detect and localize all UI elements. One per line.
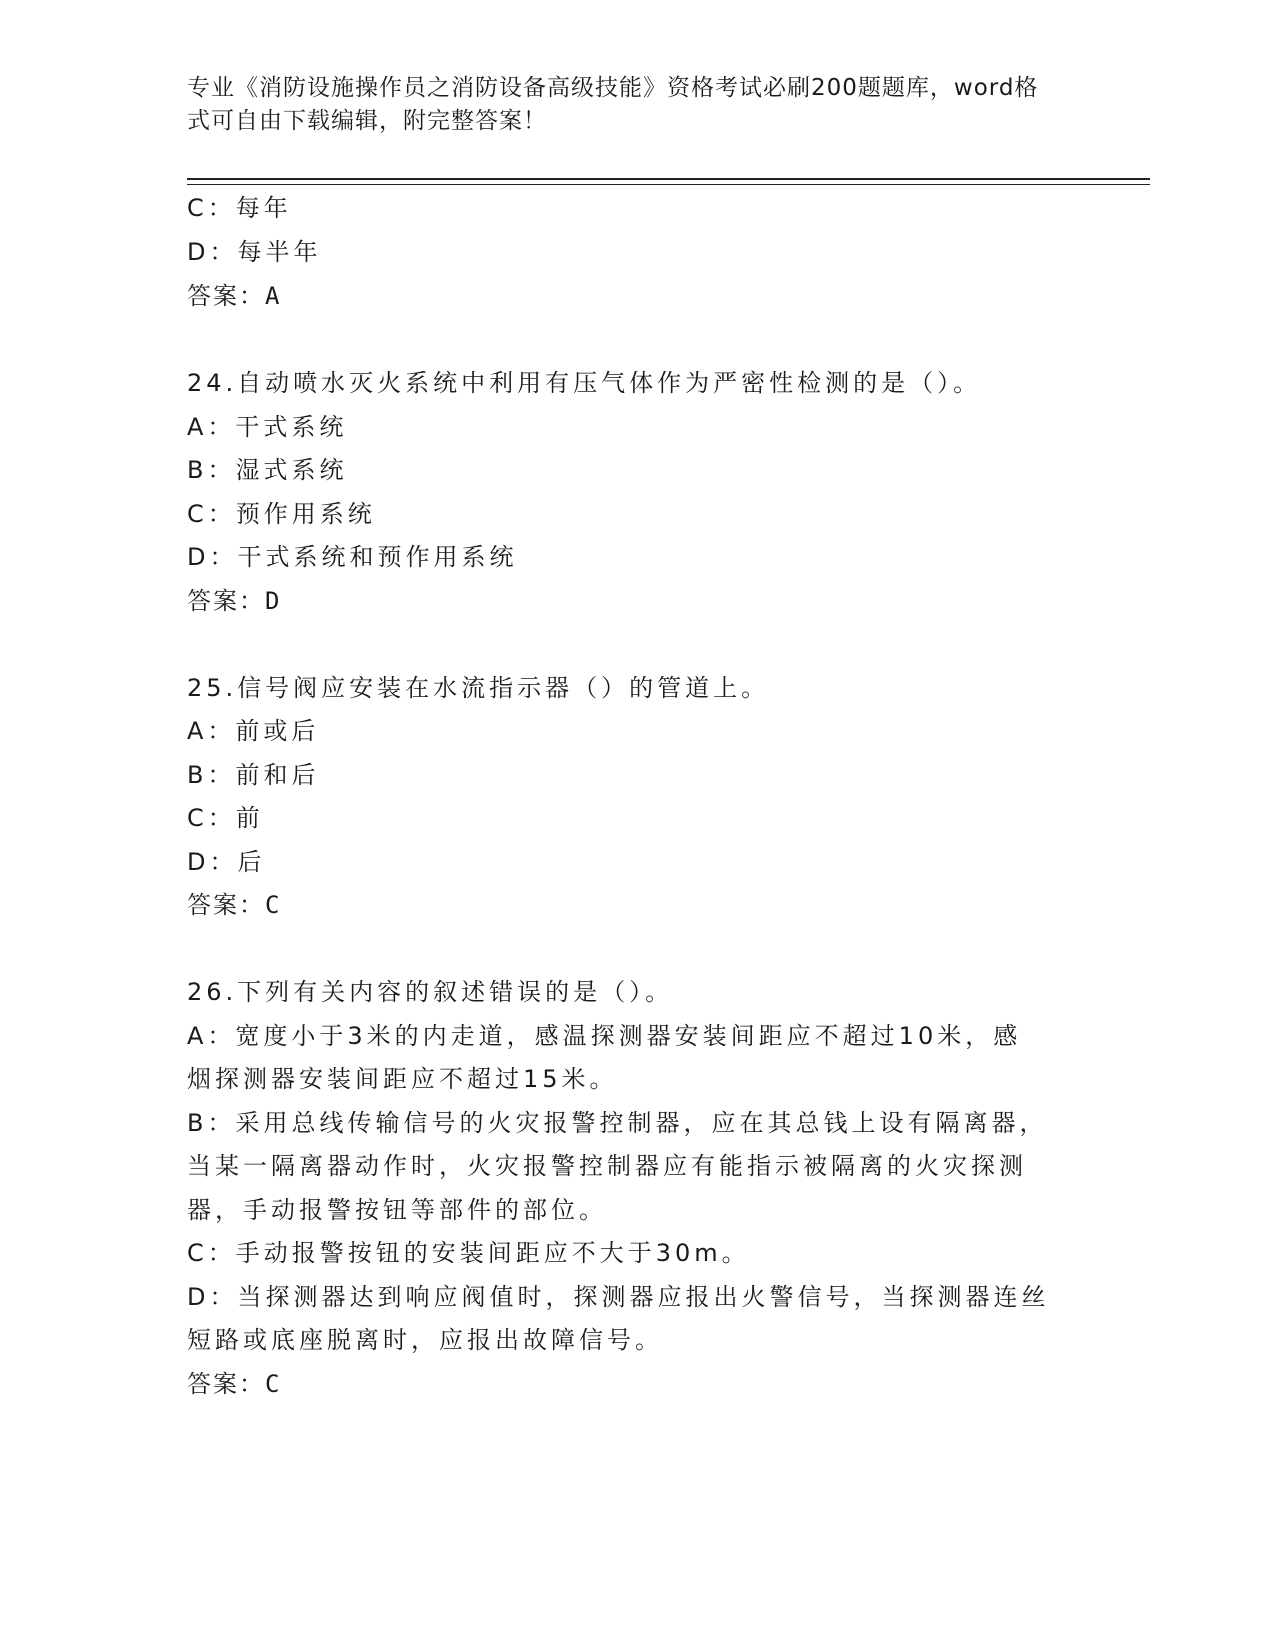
q26-answer [187, 1364, 279, 1399]
answer-value: C [265, 891, 280, 919]
header-line-1: 专业《消防设施操作员之消防设备高级技能》资格考试必刷200题题库，word格 [187, 75, 1039, 101]
q24-answer [187, 581, 279, 616]
answer-label: 答案： [187, 587, 265, 615]
q25-stem: 25.信号阀应安装在水流指示器（）的管道上。 [187, 674, 770, 702]
prev-option-d: D：每半年 [187, 238, 322, 266]
q25-option-b: B：前和后 [187, 761, 320, 789]
q25-option-c: C：前 [187, 804, 264, 832]
q26-option-a-line-1: A：宽度小于3米的内走道，感温探测器安装间距应不超过10米，感 [187, 1022, 1022, 1050]
q26-option-a-line-2: 烟探测器安装间距应不超过15米。 [187, 1065, 618, 1093]
q26-option-d-line-2: 短路或底座脱离时，应报出故障信号。 [187, 1326, 663, 1354]
q26-option-b-line-3: 器，手动报警按钮等部件的部位。 [187, 1196, 607, 1224]
q25-option-d: D：后 [187, 848, 266, 876]
prev-answer [187, 276, 279, 311]
answer-label: 答案： [187, 282, 265, 310]
q26-option-b-line-1: B：采用总线传输信号的火灾报警控制器，应在其总钱上设有隔离器， [187, 1109, 1048, 1137]
q25-answer [187, 885, 279, 920]
q26-stem: 26.下列有关内容的叙述错误的是（）。 [187, 978, 674, 1006]
header-line-2: 式可自由下载编辑，附完整答案！ [187, 108, 547, 134]
q24-option-c: C：预作用系统 [187, 500, 376, 528]
q24-stem: 24.自动喷水灭火系统中利用有压气体作为严密性检测的是（）。 [187, 369, 982, 397]
prev-option-c: C：每年 [187, 194, 292, 222]
answer-label: 答案： [187, 1370, 265, 1398]
q24-option-b: B：湿式系统 [187, 456, 348, 484]
answer-value: D [265, 587, 280, 615]
q24-option-a: A：干式系统 [187, 413, 348, 441]
header-divider-thick [187, 178, 1150, 180]
q26-option-d-line-1: D：当探测器达到响应阀值时，探测器应报出火警信号，当探测器连丝 [187, 1283, 1050, 1311]
answer-label: 答案： [187, 891, 265, 919]
q26-option-c: C：手动报警按钮的安装间距应不大于30m。 [187, 1239, 750, 1267]
answer-value: C [265, 1370, 280, 1398]
document-header [187, 72, 1087, 138]
header-divider-thin [187, 184, 1150, 185]
q24-option-d: D：干式系统和预作用系统 [187, 543, 518, 571]
q25-option-a: A：前或后 [187, 717, 320, 745]
q26-option-b-line-2: 当某一隔离器动作时，火灾报警控制器应有能指示被隔离的火灾探测 [187, 1152, 1027, 1180]
answer-value: A [265, 282, 280, 310]
